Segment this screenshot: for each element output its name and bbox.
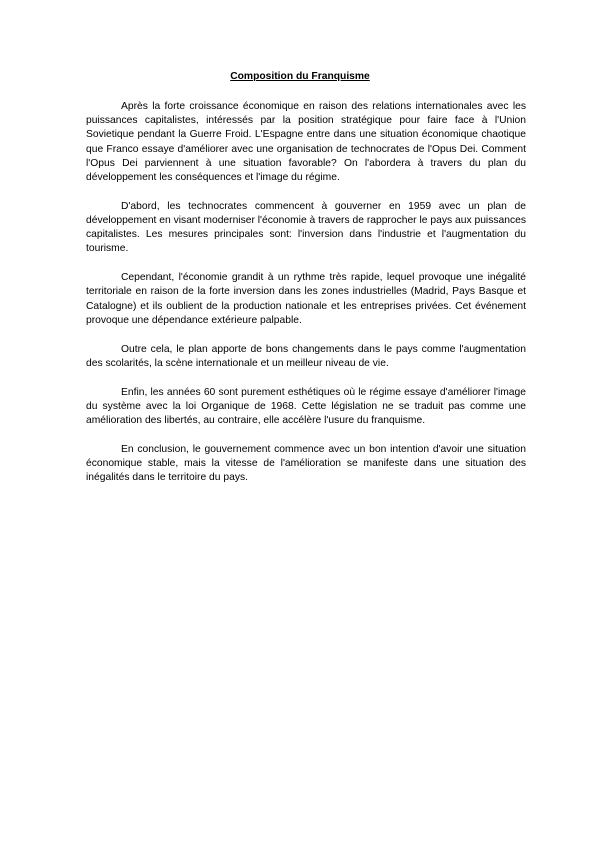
document-title: Composition du Franquisme (230, 71, 370, 82)
paragraph-conclusion: En conclusion, le gouvernement commence avec un bon intention d'avoir une situation économique stable, mais la vitesse de l'amélioration se manifeste dans une situation des inégalités dans le territoire du pays. (86, 443, 526, 484)
paragraph-development-plan: D'abord, les technocrates commencent à gouverner en 1959 avec un plan de développement en visant moderniser l'économie à travers de rapprocher le pays aux puissances capitalistes. Les mesures principales sont: l'inversion dans l'industrie et l'augmentation du tourisme. (86, 200, 526, 255)
document-body (86, 100, 526, 500)
paragraph-territorial-inequality: Cependant, l'économie grandit à un rythme très rapide, lequel provoque une inégalité territoriale en raison de la forte inversion dans les zones industrielles (Madrid, Pays Basque et Catalogne) et ils oublient de la production nationale et les entreprises privées. Cet événement provoque une dépendance extérieure palpable. (86, 272, 526, 326)
paragraph-positive-changes: Outre cela, le plan apporte de bons changements dans le pays comme l'augmentation des scolarités, la scène internationale et un meilleur niveau de vie. (86, 343, 526, 369)
paragraph-regime-image: Enfin, les années 60 sont purement esthétiques où le régime essaye d'améliorer l'image du système avec la loi Organique de 1968. Cette législation ne se traduit pas comme une amélioration des libertés, au contraire, elle accélère l'usure du franquisme. (86, 386, 526, 427)
paragraph-introduction: Après la forte croissance économique en raison des relations internationales avec les puissances capitalistes, intéressés par la position stratégique pour faire face à l'Union Sovietique pendant la Guerre Froid. L'Espagne entre dans une situation économique chaotique que Franco essaye d'améliorer avec une organisation de technocrates de l'Opus Dei. Comment l'Opus Dei parviennent à une situation favorable? On l'abordera à travers du plan du développement les conséquences et l'image du régime. (86, 101, 526, 184)
